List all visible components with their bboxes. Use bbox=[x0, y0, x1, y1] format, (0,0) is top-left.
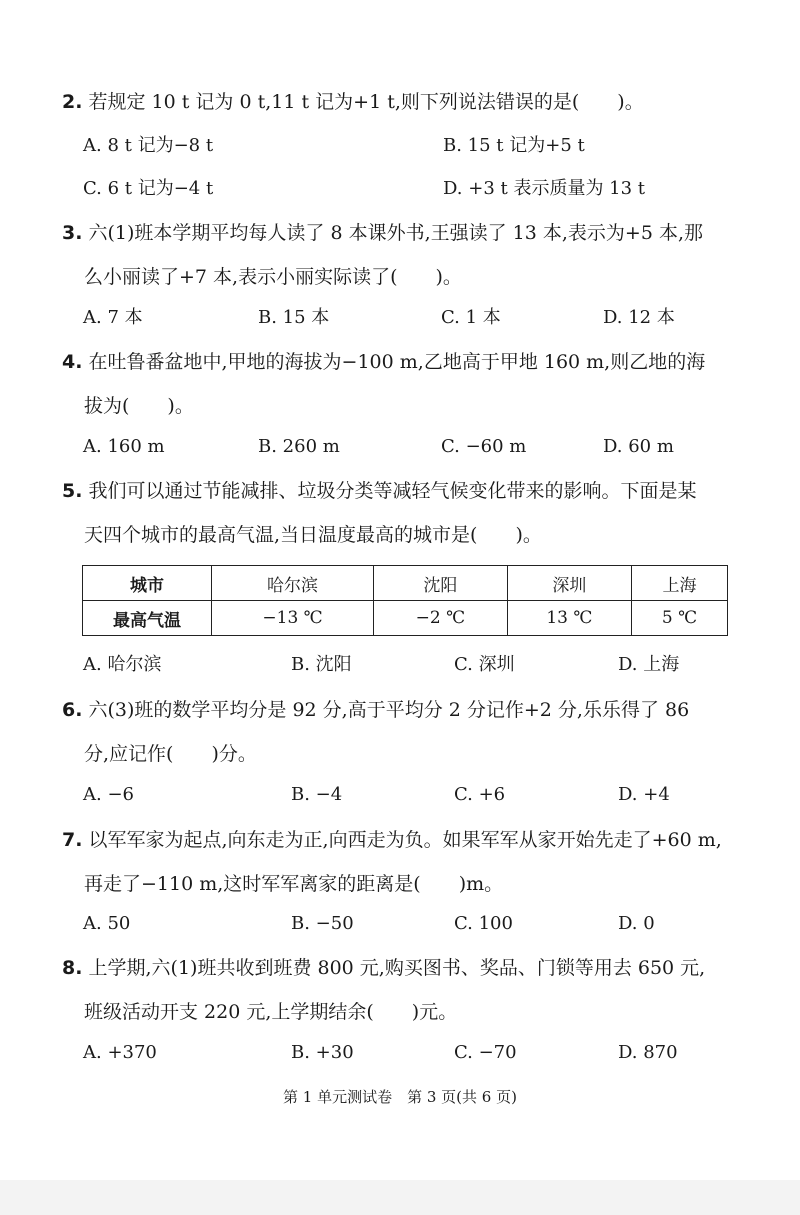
table-cell: 深圳 bbox=[507, 566, 631, 601]
temperature-table bbox=[82, 565, 728, 636]
question-text-line1: 六(1)班本学期平均每人读了 8 本课外书,王强读了 13 本,表示为+5 本,那 bbox=[88, 222, 704, 244]
option-d[interactable]: D. 60 m bbox=[603, 436, 674, 457]
question-text-line1: 六(3)班的数学平均分是 92 分,高于平均分 2 分记作+2 分,乐乐得了 86 bbox=[88, 699, 690, 721]
option-c[interactable]: C. 100 bbox=[454, 913, 513, 934]
table-header-row bbox=[83, 566, 728, 601]
option-b[interactable]: B. 沈阳 bbox=[291, 654, 352, 675]
table-cell: 5 ℃ bbox=[632, 601, 728, 636]
question-text-line2: 天四个城市的最高气温,当日温度最高的城市是( )。 bbox=[84, 524, 542, 546]
question-7 bbox=[62, 818, 742, 906]
question-3 bbox=[62, 211, 742, 299]
table-cell: −13 ℃ bbox=[212, 601, 374, 636]
question-text-line1: 我们可以通过节能减排、垃圾分类等减轻气候变化带来的影响。下面是某 bbox=[88, 480, 697, 502]
option-b[interactable]: B. −4 bbox=[291, 784, 343, 805]
option-a[interactable]: A. 160 m bbox=[83, 436, 165, 457]
option-b[interactable]: B. 15 t 记为+5 t bbox=[443, 135, 585, 156]
question-number: 3. bbox=[62, 222, 83, 244]
option-c[interactable]: C. 1 本 bbox=[441, 307, 501, 328]
question-2 bbox=[62, 80, 742, 124]
option-d[interactable]: D. +3 t 表示质量为 13 t bbox=[443, 178, 646, 199]
option-a[interactable]: A. −6 bbox=[83, 784, 134, 805]
option-d[interactable]: D. 870 bbox=[618, 1042, 678, 1063]
question-8 bbox=[62, 946, 742, 1034]
question-5-options bbox=[83, 645, 743, 685]
option-b[interactable]: B. +30 bbox=[291, 1042, 354, 1063]
question-5 bbox=[62, 469, 742, 557]
question-text-line1: 上学期,六(1)班共收到班费 800 元,购买图书、奖品、门锁等用去 650 元, bbox=[88, 957, 706, 979]
question-text-line1: 以军军家为起点,向东走为正,向西走为负。如果军军从家开始先走了+60 m, bbox=[88, 829, 722, 851]
question-text-line2: 班级活动开支 220 元,上学期结余( )元。 bbox=[84, 1001, 458, 1023]
question-4 bbox=[62, 340, 742, 428]
option-c[interactable]: C. 深圳 bbox=[454, 654, 515, 675]
question-text-line2: 么小丽读了+7 本,表示小丽实际读了( )。 bbox=[84, 266, 462, 288]
option-d[interactable]: D. +4 bbox=[618, 784, 670, 805]
option-c[interactable]: C. 6 t 记为−4 t bbox=[83, 178, 214, 199]
question-2-options bbox=[83, 126, 743, 166]
option-d[interactable]: D. 上海 bbox=[618, 654, 680, 675]
question-number: 4. bbox=[62, 351, 83, 373]
option-a[interactable]: A. 哈尔滨 bbox=[83, 654, 162, 675]
question-6-options bbox=[83, 775, 743, 815]
question-4-options bbox=[83, 427, 743, 467]
option-b[interactable]: B. 260 m bbox=[258, 436, 340, 457]
table-header-cell: 最高气温 bbox=[83, 601, 212, 636]
option-a[interactable]: A. 8 t 记为−8 t bbox=[83, 135, 214, 156]
option-c[interactable]: C. −70 bbox=[454, 1042, 517, 1063]
question-text-line2: 再走了−110 m,这时军军离家的距离是( )m。 bbox=[84, 873, 504, 895]
question-number: 5. bbox=[62, 480, 83, 502]
table-cell: −2 ℃ bbox=[374, 601, 508, 636]
question-text-line1: 在吐鲁番盆地中,甲地的海拔为−100 m,乙地高于甲地 160 m,则乙地的海 bbox=[88, 351, 706, 373]
page-footer: 第 1 单元测试卷 第 3 页(共 6 页) bbox=[283, 1088, 517, 1106]
question-text-line2: 分,应记作( )分。 bbox=[84, 743, 257, 765]
question-text-line2: 拔为( )。 bbox=[84, 395, 194, 417]
option-a[interactable]: A. 7 本 bbox=[83, 307, 143, 328]
question-6 bbox=[62, 688, 742, 776]
question-8-options bbox=[83, 1033, 743, 1073]
question-3-options bbox=[83, 298, 743, 338]
question-number: 7. bbox=[62, 829, 83, 851]
option-c[interactable]: C. −60 m bbox=[441, 436, 527, 457]
option-d[interactable]: D. 0 bbox=[618, 913, 655, 934]
table-cell: 沈阳 bbox=[374, 566, 508, 601]
question-number: 6. bbox=[62, 699, 83, 721]
table-header-cell: 城市 bbox=[83, 566, 212, 601]
option-d[interactable]: D. 12 本 bbox=[603, 307, 675, 328]
question-number: 8. bbox=[62, 957, 83, 979]
option-b[interactable]: B. −50 bbox=[291, 913, 354, 934]
question-text: 若规定 10 t 记为 0 t,11 t 记为+1 t,则下列说法错误的是( )。 bbox=[88, 91, 644, 113]
table-cell: 13 ℃ bbox=[507, 601, 631, 636]
table-cell: 哈尔滨 bbox=[212, 566, 374, 601]
question-7-options bbox=[83, 904, 743, 944]
question-2-options-row2 bbox=[83, 169, 743, 209]
option-a[interactable]: A. 50 bbox=[83, 913, 131, 934]
option-b[interactable]: B. 15 本 bbox=[258, 307, 330, 328]
option-a[interactable]: A. +370 bbox=[83, 1042, 157, 1063]
table-cell: 上海 bbox=[632, 566, 728, 601]
question-number: 2. bbox=[62, 91, 83, 113]
table-row bbox=[83, 601, 728, 636]
option-c[interactable]: C. +6 bbox=[454, 784, 506, 805]
